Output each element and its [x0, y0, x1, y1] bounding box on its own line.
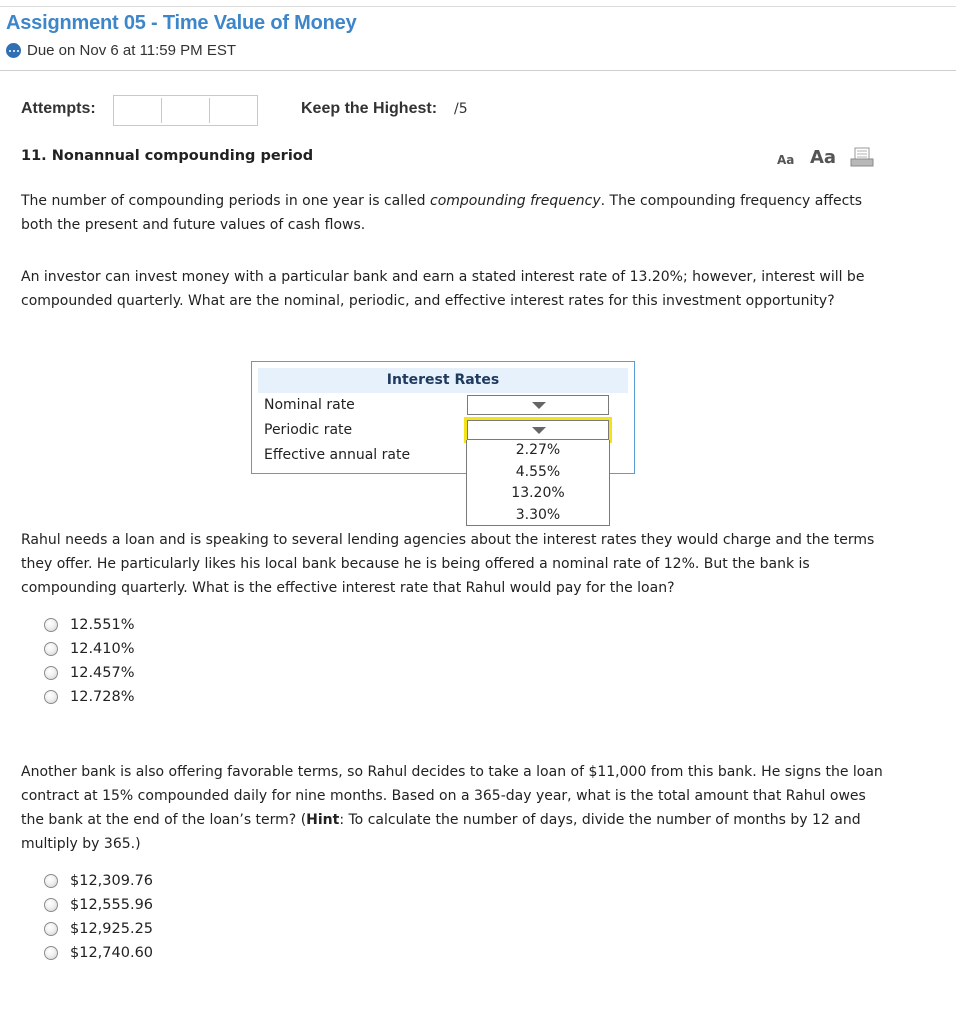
font-size-large-button[interactable]: Aa	[810, 147, 837, 168]
due-date-text: Due on Nov 6 at 11:59 PM EST	[27, 42, 236, 59]
print-icon[interactable]	[850, 147, 874, 168]
attempt-box	[114, 98, 162, 123]
choice-label: 12.551%	[70, 617, 135, 633]
keep-highest-label: Keep the Highest:	[301, 100, 438, 117]
choice-item[interactable]	[44, 893, 153, 917]
table-header: Interest Rates	[258, 368, 628, 393]
daily-compounding-question: Another bank is also offering favorable terms, so Rahul decides to take a loan of $11,000 from this bank. He signs the loan contract at 15% compounded daily for nine months. Based on a 365-day year, what is the total amount that Rahul owes the bank at the end of the loan’s term? (Hint: To calculate the number of days, divide the number of months by 12 and multiply by 365.)	[21, 764, 883, 852]
attempts-label: Attempts:	[21, 100, 96, 117]
choice-label: $12,555.96	[70, 897, 154, 913]
choice-item[interactable]	[44, 661, 135, 685]
choice-item[interactable]	[44, 917, 153, 941]
effective-annual-rate-label: Effective annual rate	[264, 447, 411, 463]
periodic-rate-label: Periodic rate	[264, 422, 353, 438]
radio-icon[interactable]	[44, 690, 58, 704]
nominal-rate-select[interactable]	[467, 395, 609, 415]
choice-item[interactable]	[44, 637, 135, 661]
choice-label: $12,925.25	[70, 921, 154, 937]
choice-label: 12.410%	[70, 641, 135, 657]
intro-paragraph: The number of compounding periods in one year is called compounding frequency. The compounding frequency affects both the present and future values of cash flows.	[21, 193, 863, 233]
attempt-box	[210, 98, 257, 123]
effective-rate-choices	[44, 613, 135, 709]
term-compounding-frequency: compounding frequency	[430, 193, 601, 209]
choice-label: $12,309.76	[70, 873, 154, 889]
choice-item[interactable]	[44, 685, 135, 709]
periodic-rate-dropdown-menu	[466, 440, 610, 526]
dropdown-option[interactable]: 3.30%	[515, 506, 561, 523]
radio-icon[interactable]	[44, 642, 58, 656]
choice-label: $12,740.60	[70, 945, 154, 961]
question-title: 11. Nonannual compounding period	[21, 148, 314, 164]
radio-icon[interactable]	[44, 618, 58, 632]
radio-icon[interactable]	[44, 922, 58, 936]
periodic-rate-select[interactable]	[467, 420, 609, 440]
dropdown-arrow-icon	[532, 427, 546, 434]
assignment-title[interactable]: Assignment 05 - Time Value of Money	[6, 12, 357, 34]
radio-icon[interactable]	[44, 666, 58, 680]
keep-highest-value: /5	[454, 101, 468, 117]
rahul-loan-question: Rahul needs a loan and is speaking to several lending agencies about the interest rates they would charge and the terms they offer. He particularly likes his local bank because he is being offered a nominal rate of 12%. But the bank is compounding quarterly. What is the effective interest rate that Rahul would pay for the loan?	[21, 532, 875, 596]
dropdown-option[interactable]: 4.55%	[515, 463, 561, 480]
assignment-header	[0, 6, 956, 71]
choice-item[interactable]	[44, 613, 135, 637]
choice-label: 12.457%	[70, 665, 135, 681]
choice-item[interactable]	[44, 941, 153, 965]
dropdown-option[interactable]: 2.27%	[515, 442, 561, 458]
investor-question: An investor can invest money with a particular bank and earn a stated interest rate of 13.20%; however, interest will be compounded quarterly. What are the nominal, periodic, and effective interest rates for this investment opportunity?	[21, 269, 865, 309]
radio-icon[interactable]	[44, 946, 58, 960]
total-amount-choices	[44, 869, 153, 965]
radio-icon[interactable]	[44, 898, 58, 912]
font-size-small-button[interactable]: Aa	[777, 153, 795, 167]
choice-item[interactable]	[44, 869, 153, 893]
dropdown-option[interactable]: 13.20%	[511, 485, 565, 501]
more-options-icon[interactable]	[6, 43, 21, 58]
radio-icon[interactable]	[44, 874, 58, 888]
choice-label: 12.728%	[70, 689, 135, 705]
due-date	[6, 42, 236, 59]
attempt-box	[162, 98, 210, 123]
nominal-rate-label: Nominal rate	[264, 397, 355, 413]
dropdown-arrow-icon	[532, 402, 546, 409]
hint-label: Hint	[306, 812, 340, 828]
attempts-indicator	[113, 95, 258, 126]
